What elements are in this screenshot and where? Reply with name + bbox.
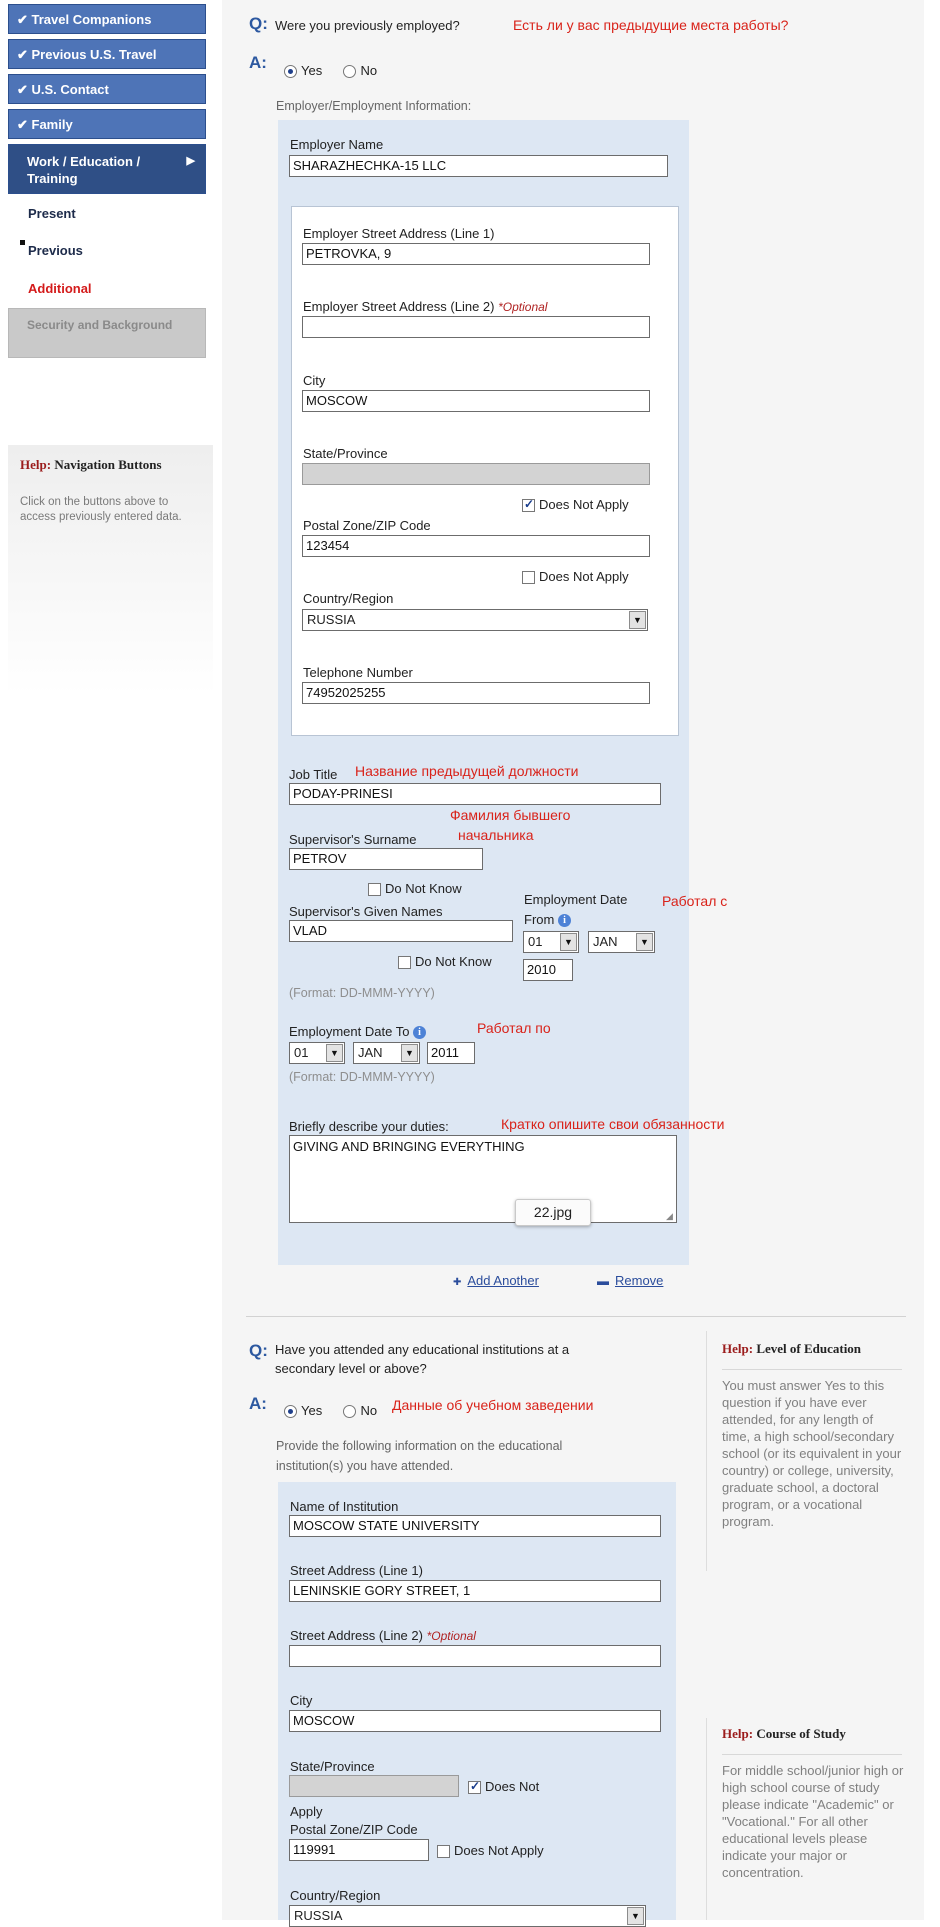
- help-divider: [722, 1369, 902, 1370]
- from-day-value: 01: [528, 934, 543, 949]
- city-input[interactable]: MOSCOW: [302, 390, 650, 412]
- employer-name-input[interactable]: SHARAZHECHKA-15 LLC: [289, 155, 668, 177]
- optional-label: *Optional: [426, 1629, 476, 1643]
- from-month-select[interactable]: [588, 931, 655, 953]
- help-divider: [722, 1754, 902, 1755]
- q1-answer-marker: A:: [249, 53, 267, 72]
- given-dnk-row: [398, 954, 492, 969]
- q2-translation: Данные об учебном заведении: [392, 1397, 594, 1413]
- resize-handle-icon: ◢: [666, 1211, 673, 1221]
- surname-dnk-row: [368, 881, 462, 896]
- to-date-label: Employment Date To i: [289, 1024, 426, 1039]
- phone-label: Telephone Number: [303, 665, 413, 680]
- q2-intro-line1: Provide the following information on the educational: [276, 1439, 563, 1453]
- nav-work-education-training[interactable]: [8, 144, 206, 194]
- remove-label: Remove: [615, 1273, 664, 1288]
- to-date-translation: Работал по: [477, 1020, 551, 1036]
- nav-security-background: Security and Background: [8, 308, 206, 358]
- supervisor-translation-1: Фамилия бывшего: [450, 807, 571, 823]
- q1-no-label: No: [360, 63, 378, 78]
- edu-city-input[interactable]: MOSCOW: [289, 1710, 661, 1732]
- street1-label: Employer Street Address (Line 1): [303, 226, 495, 241]
- to-day-select[interactable]: [289, 1042, 345, 1064]
- country-select[interactable]: [302, 609, 648, 631]
- state-label: State/Province: [303, 446, 388, 461]
- edu-street1-input[interactable]: LENINSKIE GORY STREET, 1: [289, 1580, 661, 1602]
- edu-country-value: RUSSIA: [294, 1908, 343, 1923]
- country-label: Country/Region: [303, 591, 394, 606]
- duties-translation: Кратко опишите свои обязанности: [501, 1116, 725, 1132]
- surname-dnk-checkbox[interactable]: [368, 883, 381, 896]
- edu-zip-label: Postal Zone/ZIP Code: [290, 1822, 418, 1837]
- state-dna-checkbox[interactable]: [522, 499, 535, 512]
- q1-translation: Есть ли у вас предыдущие места работы?: [513, 17, 789, 33]
- to-year-input[interactable]: 2011: [427, 1042, 475, 1064]
- nav-travel-companions[interactable]: ✔ Travel Companions: [8, 4, 206, 34]
- city-label: City: [303, 373, 326, 388]
- edu-street2-label: Street Address (Line 2) *Optional: [290, 1628, 476, 1643]
- q1-marker: Q:: [249, 14, 268, 33]
- edu-state-dna-checkbox[interactable]: [468, 1781, 481, 1794]
- country-value: RUSSIA: [307, 612, 356, 627]
- nav-sub-present[interactable]: Present: [28, 206, 76, 221]
- zip-dna-checkbox[interactable]: [522, 571, 535, 584]
- from-date-label-1: Employment Date: [524, 892, 628, 907]
- zip-dna-label: Does Not Apply: [539, 569, 629, 584]
- edu-country-select[interactable]: [289, 1905, 646, 1927]
- surname-input[interactable]: PETROV: [289, 848, 483, 870]
- help-course-study-panel: [706, 1718, 907, 1920]
- nav-sub-previous[interactable]: Previous: [28, 243, 83, 258]
- duties-label: Briefly describe your duties:: [289, 1119, 449, 1134]
- q1-yes-label: Yes: [301, 63, 323, 78]
- edu-state-dna-label: Does Not: [485, 1779, 540, 1794]
- edu-state-input[interactable]: [289, 1775, 459, 1797]
- to-format-hint: (Format: DD-MMM-YYYY): [289, 1070, 435, 1084]
- bullet-icon: [20, 240, 25, 245]
- edu-zip-dna-row: [437, 1843, 544, 1858]
- dropdown-arrow-icon: ▼: [326, 1044, 343, 1062]
- zip-dna-checkbox-row: [522, 569, 629, 584]
- job-title-input[interactable]: PODAY-PRINESI: [289, 783, 661, 805]
- edu-country-label: Country/Region: [290, 1888, 381, 1903]
- edu-street2-input[interactable]: [289, 1645, 661, 1667]
- from-format-hint: (Format: DD-MMM-YYYY): [289, 986, 435, 1000]
- nav-sub-additional[interactable]: Additional: [28, 281, 92, 296]
- given-dnk-checkbox[interactable]: [398, 956, 411, 969]
- q1-radio-group: [284, 63, 377, 78]
- chevron-right-icon: ▶: [186, 155, 195, 167]
- q2-marker: Q:: [249, 1341, 268, 1360]
- dropdown-arrow-icon: ▼: [627, 1907, 644, 1925]
- edu-state-label: State/Province: [290, 1759, 375, 1774]
- from-date-label-2: From i: [524, 912, 571, 927]
- institution-name-input[interactable]: MOSCOW STATE UNIVERSITY: [289, 1515, 661, 1537]
- section-divider: [246, 1316, 906, 1317]
- supervisor-translation-2: начальника: [458, 827, 534, 843]
- add-another-label: Add Another: [467, 1273, 539, 1288]
- institution-name-label: Name of Institution: [290, 1499, 399, 1514]
- help-navigation-title: Help: Navigation Buttons: [20, 457, 162, 472]
- from-date-translation: Работал с: [662, 893, 728, 909]
- q2-no-label: No: [360, 1403, 378, 1418]
- street1-input[interactable]: PETROVKA, 9: [302, 243, 650, 265]
- state-dna-checkbox-row: [522, 497, 629, 512]
- from-day-select[interactable]: [523, 931, 579, 953]
- surname-label: Supervisor's Surname: [289, 832, 417, 847]
- dropdown-arrow-icon: ▼: [560, 933, 577, 951]
- employment-section-label: Employer/Employment Information:: [276, 99, 472, 113]
- given-names-label: Supervisor's Given Names: [289, 904, 443, 919]
- q2-radio-yes[interactable]: [284, 1405, 297, 1418]
- edu-state-apply-label: Apply: [290, 1804, 323, 1819]
- street2-label: Employer Street Address (Line 2) *Optional: [303, 299, 548, 314]
- plus-icon: ✚: [453, 1277, 462, 1288]
- job-title-label: Job Title: [289, 767, 338, 782]
- edu-zip-dna-checkbox[interactable]: [437, 1845, 450, 1858]
- duties-textarea[interactable]: GIVING AND BRINGING EVERYTHING: [289, 1135, 677, 1223]
- edu-zip-input[interactable]: 119991: [289, 1839, 429, 1861]
- street2-input[interactable]: [302, 316, 650, 338]
- info-icon[interactable]: i: [558, 914, 571, 927]
- edu-city-label: City: [290, 1693, 313, 1708]
- zip-label: Postal Zone/ZIP Code: [303, 518, 431, 533]
- q2-intro-line2: institution(s) you have attended.: [276, 1459, 454, 1473]
- help-level-education-panel: [706, 1331, 907, 1571]
- remove-button[interactable]: [597, 1273, 663, 1288]
- help-level-education-title: Help: Level of Education: [722, 1341, 862, 1356]
- q2-answer-marker: A:: [249, 1394, 267, 1413]
- dropdown-arrow-icon: ▼: [636, 933, 653, 951]
- help-navigation-text: Click on the buttons above to access previously entered data.: [20, 496, 182, 523]
- state-dna-label: Does Not Apply: [539, 497, 629, 512]
- zip-input[interactable]: 123454: [302, 535, 650, 557]
- help-course-study-title: Help: Course of Study: [722, 1726, 846, 1741]
- dropdown-arrow-icon: ▼: [629, 611, 646, 629]
- given-names-input[interactable]: VLAD: [289, 920, 513, 942]
- phone-input[interactable]: 74952025255: [302, 682, 650, 704]
- q2-radio-no[interactable]: [343, 1405, 356, 1418]
- q1-text: Were you previously employed?: [275, 18, 460, 33]
- add-another-button[interactable]: [453, 1273, 539, 1288]
- edu-street1-label: Street Address (Line 1): [290, 1563, 423, 1578]
- edu-zip-dna-label: Does Not Apply: [454, 1843, 544, 1858]
- help-course-study-text: For middle school/junior high or high school course of study please indicate "Academic" or "Vocational." For all other educational levels please indicate your major or concentration.: [722, 1763, 904, 1880]
- q2-radio-group: [284, 1403, 377, 1418]
- dropdown-arrow-icon: ▼: [401, 1044, 418, 1062]
- q1-radio-no[interactable]: [343, 65, 356, 78]
- nav-us-contact[interactable]: ✔ U.S. Contact: [8, 74, 206, 104]
- nav-previous-us-travel[interactable]: ✔ Previous U.S. Travel: [8, 39, 206, 69]
- nav-current-label: Work / Education / Training: [27, 154, 141, 186]
- surname-dnk-label: Do Not Know: [385, 881, 462, 896]
- info-icon[interactable]: i: [413, 1026, 426, 1039]
- to-day-value: 01: [294, 1045, 309, 1060]
- q1-radio-yes[interactable]: [284, 65, 297, 78]
- q2-yes-label: Yes: [301, 1403, 323, 1418]
- tooltip: 22.jpg: [515, 1199, 591, 1226]
- state-input[interactable]: [302, 463, 650, 485]
- job-title-translation: Название предыдущей должности: [355, 763, 579, 779]
- optional-label: *Optional: [498, 300, 548, 314]
- q2-text-line1: Have you attended any educational institutions at a: [275, 1342, 570, 1357]
- help-navigation-panel: [8, 445, 213, 695]
- from-month-value: JAN: [593, 934, 618, 949]
- to-month-select[interactable]: [353, 1042, 420, 1064]
- nav-family[interactable]: ✔ Family: [8, 109, 206, 139]
- to-month-value: JAN: [358, 1045, 383, 1060]
- help-level-education-text: You must answer Yes to this question if you have ever attended, for any length of time, a high school/secondary school (or its equivalent in your country) or college, university, graduate school, a doctoral program, or a vocational program.: [722, 1378, 902, 1529]
- minus-icon: ▬: [597, 1274, 609, 1288]
- edu-state-dna-row: [468, 1779, 539, 1794]
- employer-name-label: Employer Name: [290, 137, 384, 152]
- given-dnk-label: Do Not Know: [415, 954, 492, 969]
- from-year-input[interactable]: 2010: [523, 959, 573, 981]
- q2-text-line2: secondary level or above?: [275, 1361, 427, 1376]
